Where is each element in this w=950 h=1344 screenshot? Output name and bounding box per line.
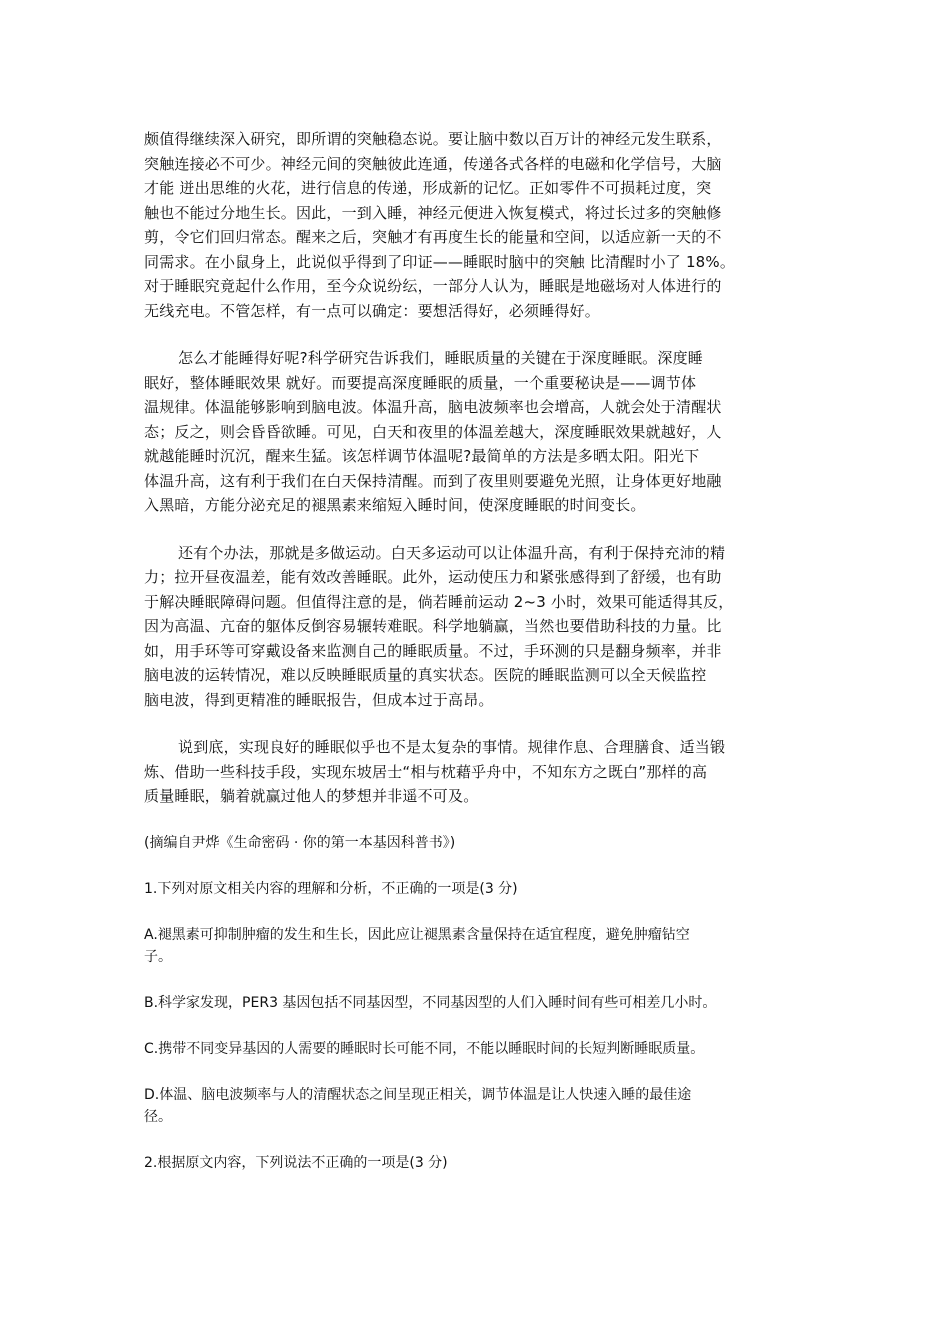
document-page [144, 127, 814, 1174]
paragraph-1 [144, 127, 814, 323]
text-line: 态；反之，则会昏昏欲睡。可见，白天和夜里的体温差越大，深度睡眠效果就越好，人 [144, 422, 722, 441]
paragraph-2 [144, 346, 814, 518]
text-line: 才能 迸出思维的火花，进行信息的传递，形成新的记忆。正如零件不可损耗过度，突 [144, 179, 712, 197]
text-line: 同需求。在小鼠身上，此说似乎得到了印证——睡眠时脑中的突触 比清醒时小了 18%。 [144, 252, 736, 271]
paragraph-4 [144, 735, 814, 809]
text-line: 触也不能过分地生长。因此，一到入睡，神经元便进入恢复模式，将过长过多的突触修 [144, 203, 722, 222]
text-line: 还有个办法，那就是多做运动。白天多运动可以让体温升高，有利于保持充沛的精 [178, 543, 726, 562]
question-2-stem: 2.根据原文内容，下列说法不正确的一项是(3 分) [144, 1154, 448, 1171]
text-line: 脑电波的运转情况，难以反映睡眠质量的真实状态。医院的睡眠监测可以全天候监控 [144, 666, 707, 684]
text-line: 怎么才能睡得好呢?科学研究告诉我们，睡眠质量的关键在于深度睡眠。深度睡 [178, 349, 703, 367]
option-line: A.褪黑素可抑制肿瘤的发生和生长，因此应让褪黑素含量保持在适宜程度，避免肿瘤钻空 [144, 926, 690, 943]
question-1-option-a [144, 924, 814, 968]
text-line: 剪，令它们回归常态。醒来之后，突触才有再度生长的能量和空间，以适应新一天的不 [144, 228, 722, 246]
text-line: 温规律。体温能够影响到脑电波。体温升高，脑电波频率也会增高，人就会处于清醒状 [144, 398, 722, 416]
text-line: 于解决睡眠障碍问题。但值得注意的是，倘若睡前运动 2~3 小时，效果可能适得其反， [144, 592, 734, 611]
text-line: 力；拉开昼夜温差，能有效改善睡眠。此外，运动使压力和紧张感得到了舒缓，也有助 [144, 568, 722, 586]
question-1-stem: 1.下列对原文相关内容的理解和分析，不正确的一项是(3 分) [144, 880, 518, 897]
text-line: 眠好，整体睡眠效果 就好。而要提高深度睡眠的质量，一个重要秘诀是——调节体 [144, 373, 697, 392]
option-line: D.体温、脑电波频率与人的清醒状态之间呈现正相关，调节体温是让人快速入睡的最佳途 [144, 1086, 692, 1103]
text-line: 就越能睡时沉沉，醒来生猛。该怎样调节体温呢?最简单的方法是多晒太阳。阳光下 [144, 447, 700, 465]
text-line: 说到底，实现良好的睡眠似乎也不是太复杂的事情。规律作息、合理膳食、适当锻 [178, 738, 726, 756]
text-line: 无线充电。不管怎样，有一点可以确定：要想活得好，必须睡得好。 [144, 301, 601, 320]
question-1-option-d [144, 1084, 814, 1128]
question-1-option-c: C.携带不同变异基因的人需要的睡眠时长可能不同，不能以睡眠时间的长短判断睡眠质量。 [144, 1040, 705, 1057]
text-line: 如，用手环等可穿戴设备来监测自己的睡眠质量。不过，手环测的只是翻身频率，并非 [144, 641, 722, 660]
text-line: 颇值得继续深入研究，即所谓的突触稳态说。要让脑中数以百万计的神经元发生联系， [144, 130, 722, 148]
question-1-option-b: B.科学家发现，PER3 基因包括不同基因型，不同基因型的人们入睡时间有些可相差几小时。 [144, 994, 717, 1011]
source-citation: (摘编自尹烨《生命密码 · 你的第一本基因科普书》) [144, 834, 456, 851]
text-line: 因为高温、亢奋的躯体反倒容易辗转难眠。科学地躺赢，当然也要借助科技的力量。比 [144, 617, 722, 635]
option-line: 径。 [144, 1108, 172, 1125]
option-line: 子。 [144, 948, 172, 965]
text-line: 脑电波，得到更精准的睡眠报告，但成本过于高昂。 [144, 690, 494, 709]
text-line: 体温升高，这有利于我们在白天保持清醒。而到了夜里则要避免光照，让身体更好地融 [144, 471, 722, 490]
text-line: 对于睡眠究竟起什么作用，至今众说纷纭，一部分人认为，睡眠是地磁场对人体进行的 [144, 277, 722, 295]
text-line: 质量睡眠，躺着就赢过他人的梦想并非遥不可及。 [144, 787, 479, 805]
text-line: 突触连接必不可少。神经元间的突触彼此连通，传递各式各样的电磁和化学信号，大脑 [144, 154, 722, 173]
text-line: 入黑暗，方能分泌充足的褪黑素来缩短入睡时间，使深度睡眠的时间变长。 [144, 496, 646, 514]
text-line: 炼、借助一些科技手段，实现东坡居士“相与枕藉乎舟中，不知东方之既白”那样的高 [144, 762, 708, 781]
paragraph-3 [144, 541, 814, 713]
